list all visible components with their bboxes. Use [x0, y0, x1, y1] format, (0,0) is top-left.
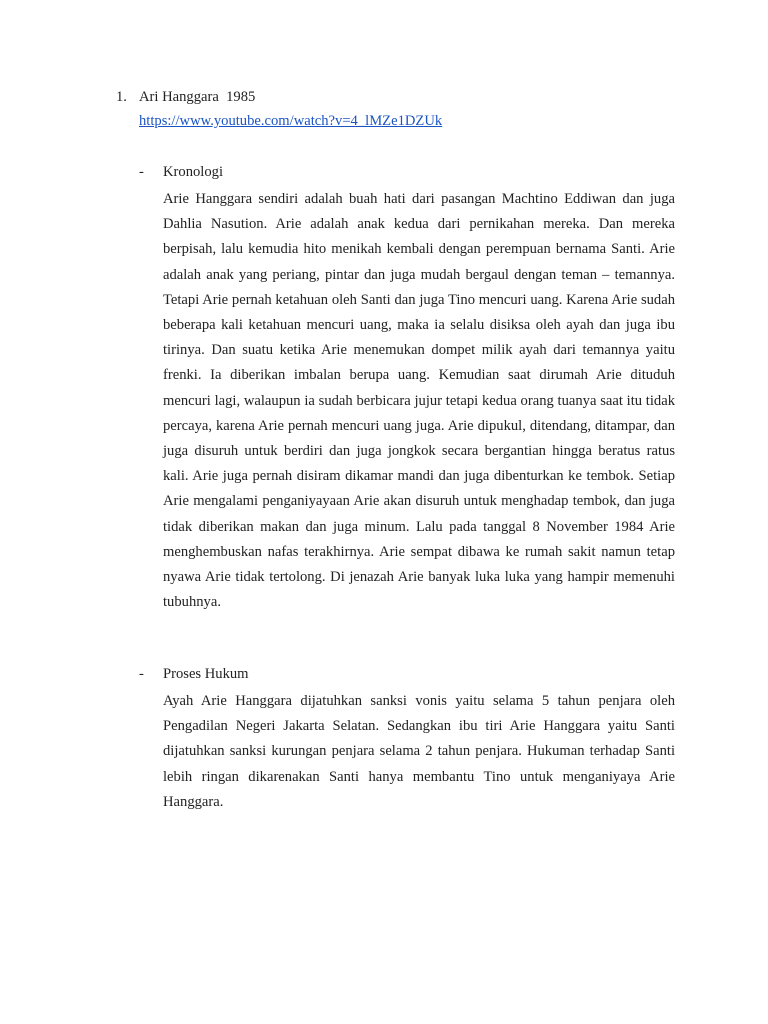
- section-heading: [139, 162, 675, 182]
- section-heading: [139, 664, 675, 684]
- section-paragraph: Ayah Arie Hanggara dijatuhkan sanksi vonis yaitu selama 5 tahun penjara oleh Pengadilan Negeri Jakarta Selatan. Sedangkan ibu tiri Arie Hanggara yaitu Santi dijatuhkan sanksi kurungan penjara selama 2 tahun penjara. Hukuman terhadap Santi lebih ringan dikarenakan Santi hanya membantu Tino untuk menganiyaya Arie Hanggara.: [163, 693, 675, 810]
- section-title: Proses Hukum: [163, 666, 249, 682]
- list-item-title: Ari Hanggara 1985: [139, 89, 256, 105]
- list-item-number: 1.: [116, 89, 127, 105]
- list-item-heading: [116, 87, 255, 107]
- bullet-dash: -: [139, 666, 144, 682]
- section-paragraph: Arie Hanggara sendiri adalah buah hati dari pasangan Machtino Eddiwan dan juga Dahlia Nasution. Arie adalah anak kedua dari pernikahan mereka. Dan mereka berpisah, lalu kemudia hito menikah kembali dengan perempuan bernama Santi. Arie adalah anak yang periang, pintar dan juga mudah bergaul dengan teman – temannya. Tetapi Arie pernah ketahuan oleh Santi dan juga Tino mencuri uang. Karena Arie sudah beberapa kali ketahuan mencuri uang, maka ia selalu disiksa oleh ayah dan juga ibu tirinya. Dan suatu ketika Arie menemukan dompet milik ayah dari temannya yaitu frenki. Ia diberikan imbalan berupa uang. Kemudian saat dirumah Arie dituduh mencuri lagi, walaupun ia sudah berbicara jujur tetapi kedua orang tuanya saat itu tidak percaya, karena Arie pernah mencuri uang juga. Arie dipukul, ditendang, ditampar, dan juga disuruh untuk berdiri dan juga jongkok secara bergantian hingga beratus ratus kali. Arie juga pernah disiram dikamar mandi dan juga dibenturkan ke tembok. Setiap Arie mengalami penganiyayaan Arie akan disuruh untuk menghadap tembok, dan juga tidak diberikan makan dan juga minum. Lalu pada tanggal 8 November 1984 Arie menghembuskan nafas terakhirnya. Arie sempat dibawa ke rumah sakit namun tetap nyawa Arie tidak tertolong. Di jenazah Arie banyak luka luka yang hampir memenuhi tubuhnya.: [163, 191, 675, 611]
- bullet-dash: -: [139, 164, 144, 180]
- section-proses-hukum: [139, 664, 675, 815]
- section-title: Kronologi: [163, 164, 223, 180]
- youtube-link[interactable]: https://www.youtube.com/watch?v=4_lMZe1DZUk: [139, 113, 443, 129]
- section-kronologi: [139, 162, 675, 615]
